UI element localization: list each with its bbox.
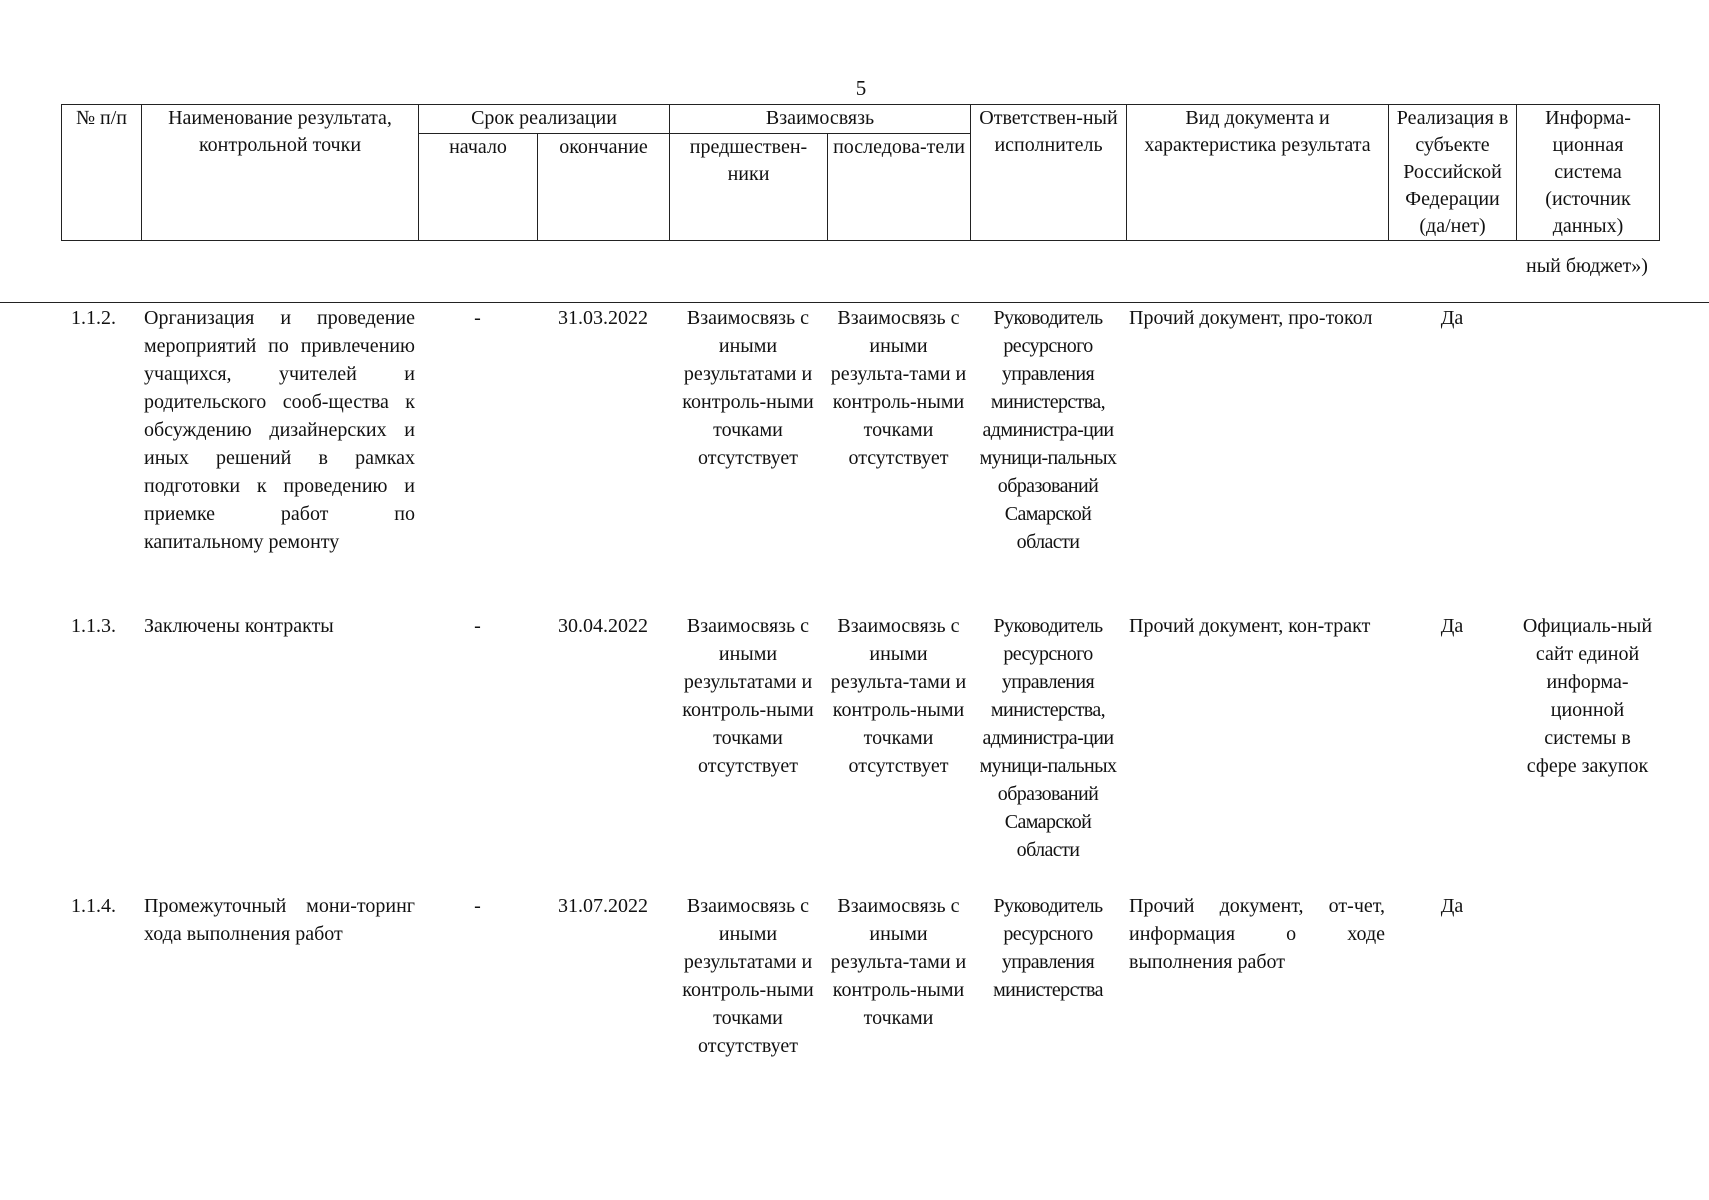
row-info-system: Официаль-ный сайт единой информа-ционной системы в сфере закупок: [1522, 615, 1653, 777]
header-relation-group: Взаимосвязь: [670, 105, 971, 134]
row-name: Промежуточный мони-торинг хода выполнения работ: [144, 895, 415, 945]
header-number: № п/п: [62, 105, 142, 241]
row-start: -: [474, 895, 481, 917]
header-end: окончание: [538, 134, 670, 241]
row-number: 1.1.2.: [71, 307, 116, 329]
row-start: -: [474, 307, 481, 329]
row-document: Прочий документ, про-токол: [1129, 307, 1373, 329]
row-predecessors: Взаимосвязь с иными результатами и контроль-ными точками отсутствует: [682, 895, 814, 1057]
row-region: Да: [1440, 307, 1464, 329]
row-info-system: [1516, 892, 1659, 1060]
carry-over-text: ный бюджет»): [1526, 255, 1648, 277]
header-name: Наименование результата, контрольной точки: [142, 105, 419, 241]
page-number: 5: [855, 76, 867, 100]
table-header: [61, 104, 1660, 241]
table-row: [61, 892, 1659, 1060]
header-responsible: Ответствен-ный исполнитель: [971, 105, 1127, 241]
row-responsible: Руководитель ресурсного управления министерства: [993, 895, 1103, 1001]
row-info-system: [1516, 304, 1659, 612]
row-successors: Взаимосвязь с иными результа-тами и контроль-ными точками отсутствует: [830, 307, 967, 469]
row-end: 31.07.2022: [558, 895, 648, 917]
row-end: 30.04.2022: [558, 615, 648, 637]
header-start: начало: [419, 134, 538, 241]
row-predecessors: Взаимосвязь с иными результатами и контроль-ными точками отсутствует: [682, 307, 814, 469]
row-successors: Взаимосвязь с иными результа-тами и контроль-ными точками: [830, 895, 967, 1029]
table-body: [61, 304, 1659, 1060]
row-responsible: Руководитель ресурсного управления министерства, администра-ции муници-пальных образований Самарской области: [979, 615, 1117, 861]
header-predecessors: предшествен-ники: [670, 134, 828, 241]
row-document: Прочий документ, от-чет, информация о ходе выполнения работ: [1129, 895, 1385, 973]
row-number: 1.1.4.: [71, 895, 116, 917]
row-document: Прочий документ, кон-тракт: [1129, 615, 1371, 637]
header-region: Реализация в субъекте Российской Федерации (да/нет): [1389, 105, 1517, 241]
page-cut-divider: [0, 302, 1709, 303]
row-responsible: Руководитель ресурсного управления министерства, администра-ции муници-пальных образований Самарской области: [979, 307, 1117, 553]
row-name: Организация и проведение мероприятий по привлечению учащихся, учителей и родительского сооб-щества к обсуждению дизайнерских и иных решений в рамках подготовки к проведению и приемке работ по капитальному ремонту: [144, 307, 415, 553]
row-number: 1.1.3.: [71, 615, 116, 637]
table-row: [61, 304, 1659, 612]
header-info-system: Информа-ционная система (источник данных): [1517, 105, 1660, 241]
table-row: [61, 612, 1659, 892]
row-name: Заключены контракты: [144, 615, 334, 637]
row-start: -: [474, 615, 481, 637]
row-predecessors: Взаимосвязь с иными результатами и контроль-ными точками отсутствует: [682, 615, 814, 777]
row-region: Да: [1440, 615, 1464, 637]
row-end: 31.03.2022: [558, 307, 648, 329]
row-successors: Взаимосвязь с иными результа-тами и контроль-ными точками отсутствует: [830, 615, 967, 777]
row-region: Да: [1440, 895, 1464, 917]
header-document: Вид документа и характеристика результата: [1127, 105, 1389, 241]
header-successors: последова-тели: [828, 134, 971, 241]
header-period-group: Срок реализации: [419, 105, 670, 134]
